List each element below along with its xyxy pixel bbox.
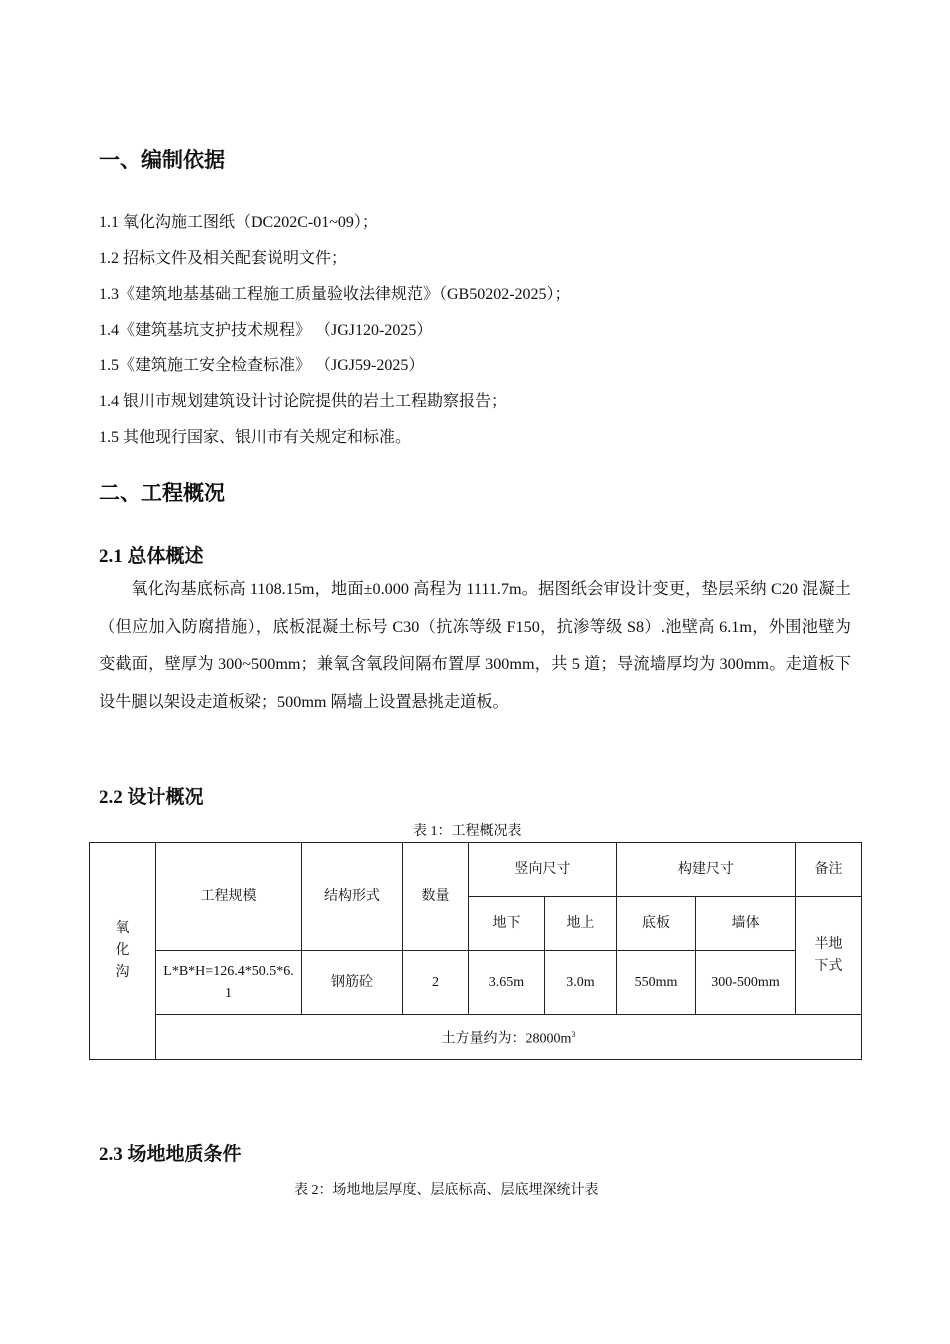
section-2-heading: 二、工程概况 xyxy=(99,481,225,505)
header-scale: 工程规模 xyxy=(156,843,302,951)
earthwork-label: 土方量约为：28000m xyxy=(441,1031,572,1047)
header-slab: 底板 xyxy=(617,897,696,951)
cell-quantity: 2 xyxy=(403,951,469,1015)
cell-aboveground: 3.0m xyxy=(545,951,617,1015)
cell-scale: L*B*H=126.4*50.5*6.1 xyxy=(156,951,302,1015)
basis-item-4: 1.4《建筑基坑支护技术规程》 （JGJ120-2025） xyxy=(99,322,433,339)
earthwork-unit-superscript: 3 xyxy=(571,1029,576,1039)
header-aboveground: 地上 xyxy=(545,897,617,951)
cell-remark: 半地 下式 xyxy=(796,897,862,1015)
subsection-2-3-heading: 2.3 场地地质条件 xyxy=(99,1144,242,1165)
basis-item-7: 1.5 其他现行国家、银川市有关规定和标准。 xyxy=(99,429,412,446)
basis-item-1: 1.1 氧化沟施工图纸（DC202C-01~09）； xyxy=(99,214,378,231)
header-vertical: 竖向尺寸 xyxy=(469,843,617,897)
row-label-oxidation-ditch: 氧 化 沟 xyxy=(90,843,156,1060)
subsection-2-1-heading: 2.1 总体概述 xyxy=(99,546,204,567)
table-2-caption: 表 2：场地地层厚度、层底标高、层底埋深统计表 xyxy=(294,1183,599,1198)
basis-item-3: 1.3《建筑地基基础工程施工质量验收法律规范》（GB50202-2025）； xyxy=(99,286,571,303)
header-wall: 墙体 xyxy=(696,897,796,951)
cell-slab: 550mm xyxy=(617,951,696,1015)
subsection-2-2-heading: 2.2 设计概况 xyxy=(99,787,204,808)
section-1-heading: 一、编制依据 xyxy=(99,148,225,172)
project-overview-table xyxy=(89,842,862,1060)
cell-underground: 3.65m xyxy=(469,951,545,1015)
cell-earthwork xyxy=(156,1015,862,1060)
header-structure: 结构形式 xyxy=(302,843,403,951)
header-quantity: 数量 xyxy=(403,843,469,951)
header-remark: 备注 xyxy=(796,843,862,897)
basis-item-6: 1.4 银川市规划建筑设计讨论院提供的岩土工程勘察报告； xyxy=(99,393,508,410)
overview-paragraph: 氧化沟基底标高 1108.15m，地面±0.000 高程为 1111.7m。据图纸会审设计变更，垫层采纳 C20 混凝土（但应加入防腐措施），底板混凝土标号 C30（抗冻等级 F150，抗渗等级 S8）.池壁高 6.1m，外围池壁为变截面，壁厚为 300~500mm；兼氧含氧段间隔布置厚 300mm，共 5 道；导流墙厚均为 300mm。走道板下设牛腿以架设走道板梁；500mm 隔墙上设置悬挑走道板。 xyxy=(99,580,851,711)
header-build: 构建尺寸 xyxy=(617,843,796,897)
basis-item-5: 1.5《建筑施工安全检查标准》 （JGJ59-2025） xyxy=(99,357,425,374)
cell-structure: 钢筋砼 xyxy=(302,951,403,1015)
table-1-caption: 表 1：工程概况表 xyxy=(413,824,522,839)
basis-item-2: 1.2 招标文件及相关配套说明文件； xyxy=(99,250,348,267)
cell-wall: 300-500mm xyxy=(696,951,796,1015)
header-underground: 地下 xyxy=(469,897,545,951)
